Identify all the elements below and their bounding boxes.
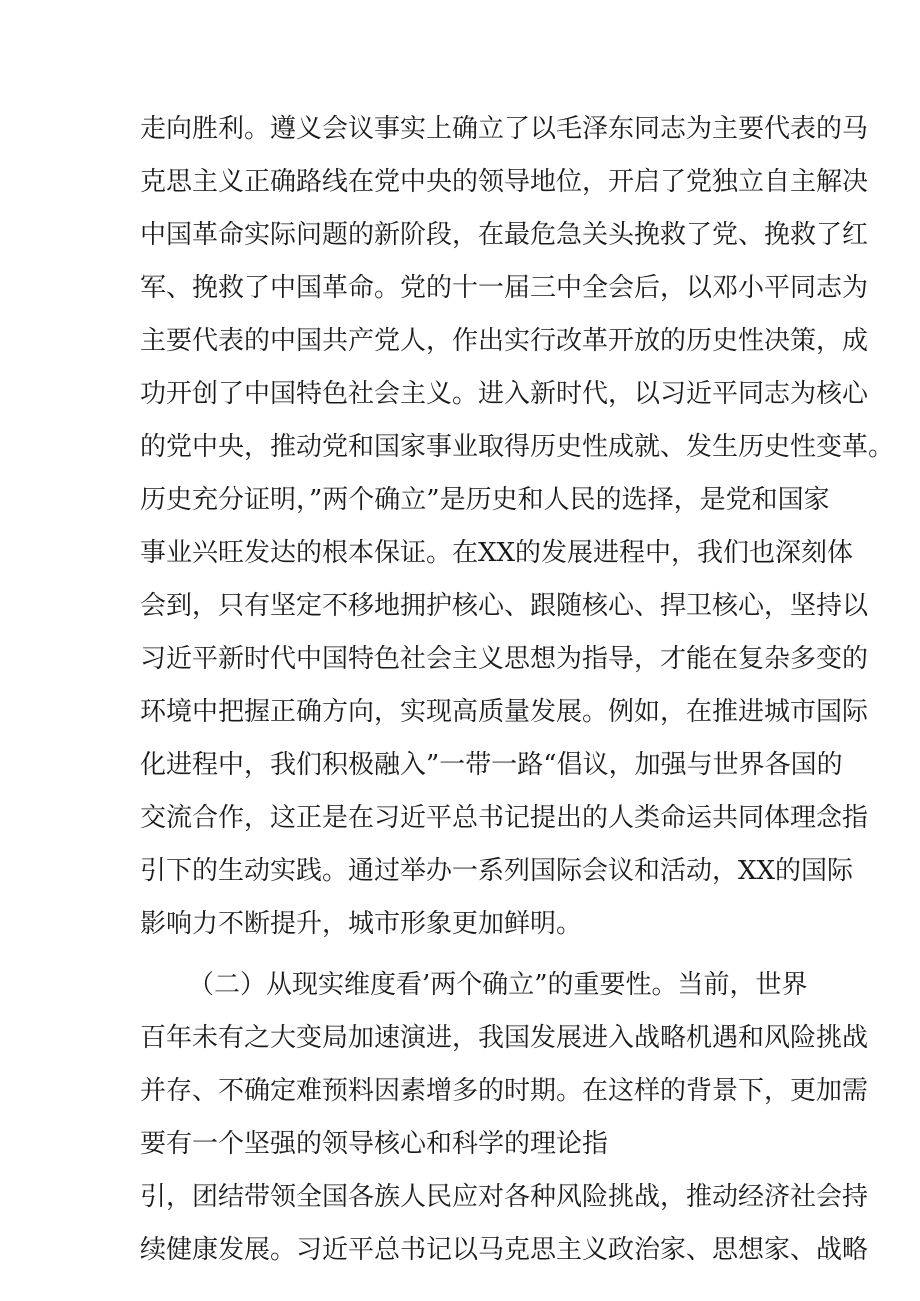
text-line: 会到，只有坚定不移地拥护核心、跟随核心、捍卫核心，坚持以	[140, 591, 869, 621]
text-line: 交流合作，这正是在习近平总书记提出的人类命运共同体理念指	[140, 803, 869, 833]
text-line: 续健康发展。习近平总书记以马克思主义政治家、思想家、战略	[140, 1235, 869, 1265]
text-line: 引下的生动实践。通过举办一系列国际会议和活动，XX的国际	[140, 856, 854, 886]
text-line: 百年未有之大变局加速演进，我国发展进入战略机遇和风险挑战	[140, 1023, 869, 1053]
text-line: 主要代表的中国共产党人，作出实行改革开放的历史性决策，成	[140, 326, 869, 356]
text-line: 并存、不确定难预料因素增多的时期。在这样的背景下，更加需	[140, 1076, 869, 1106]
text-line: 化进程中，我们积极融入”一带一路“倡议，加强与世界各国的	[140, 750, 843, 780]
text-line: 环境中把握正确方向，实现高质量发展。例如，在推进城市国际	[140, 697, 869, 727]
text-line: 的党中央，推动党和国家事业取得历史性成就、发生历史性变革。	[140, 432, 895, 462]
text-line: 中国革命实际问题的新阶段，在最危急关头挽救了党、挽救了红	[140, 220, 869, 250]
text-line: 功开创了中国特色社会主义。进入新时代，以习近平同志为核心	[140, 379, 869, 409]
text-line: 事业兴旺发达的根本保证。在XX的发展进程中，我们也深刻体	[140, 538, 854, 568]
text-line: 走向胜利。遵义会议事实上确立了以毛泽东同志为主要代表的马	[140, 114, 869, 144]
text-line: 引，团结带领全国各族人民应对各种风险挑战，推动经济社会持	[140, 1182, 869, 1212]
text-line: 克思主义正确路线在党中央的领导地位，开启了党独立自主解决	[140, 167, 869, 197]
text-line: 影响力不断提升，城市形象更加鲜明。	[140, 909, 583, 939]
text-line: 历史充分证明，”两个确立”是历史和人民的选择，是党和国家	[140, 485, 830, 515]
text-line: 军、挽救了中国革命。党的十一届三中全会后，以邓小平同志为	[140, 273, 869, 303]
section-heading-line: （二）从现实维度看’两个确立”的重要性。当前，世界	[188, 970, 808, 1000]
text-line: 习近平新时代中国特色社会主义思想为指导，才能在复杂多变的	[140, 644, 869, 674]
text-line: 要有一个坚强的领导核心和科学的理论指	[140, 1129, 609, 1159]
